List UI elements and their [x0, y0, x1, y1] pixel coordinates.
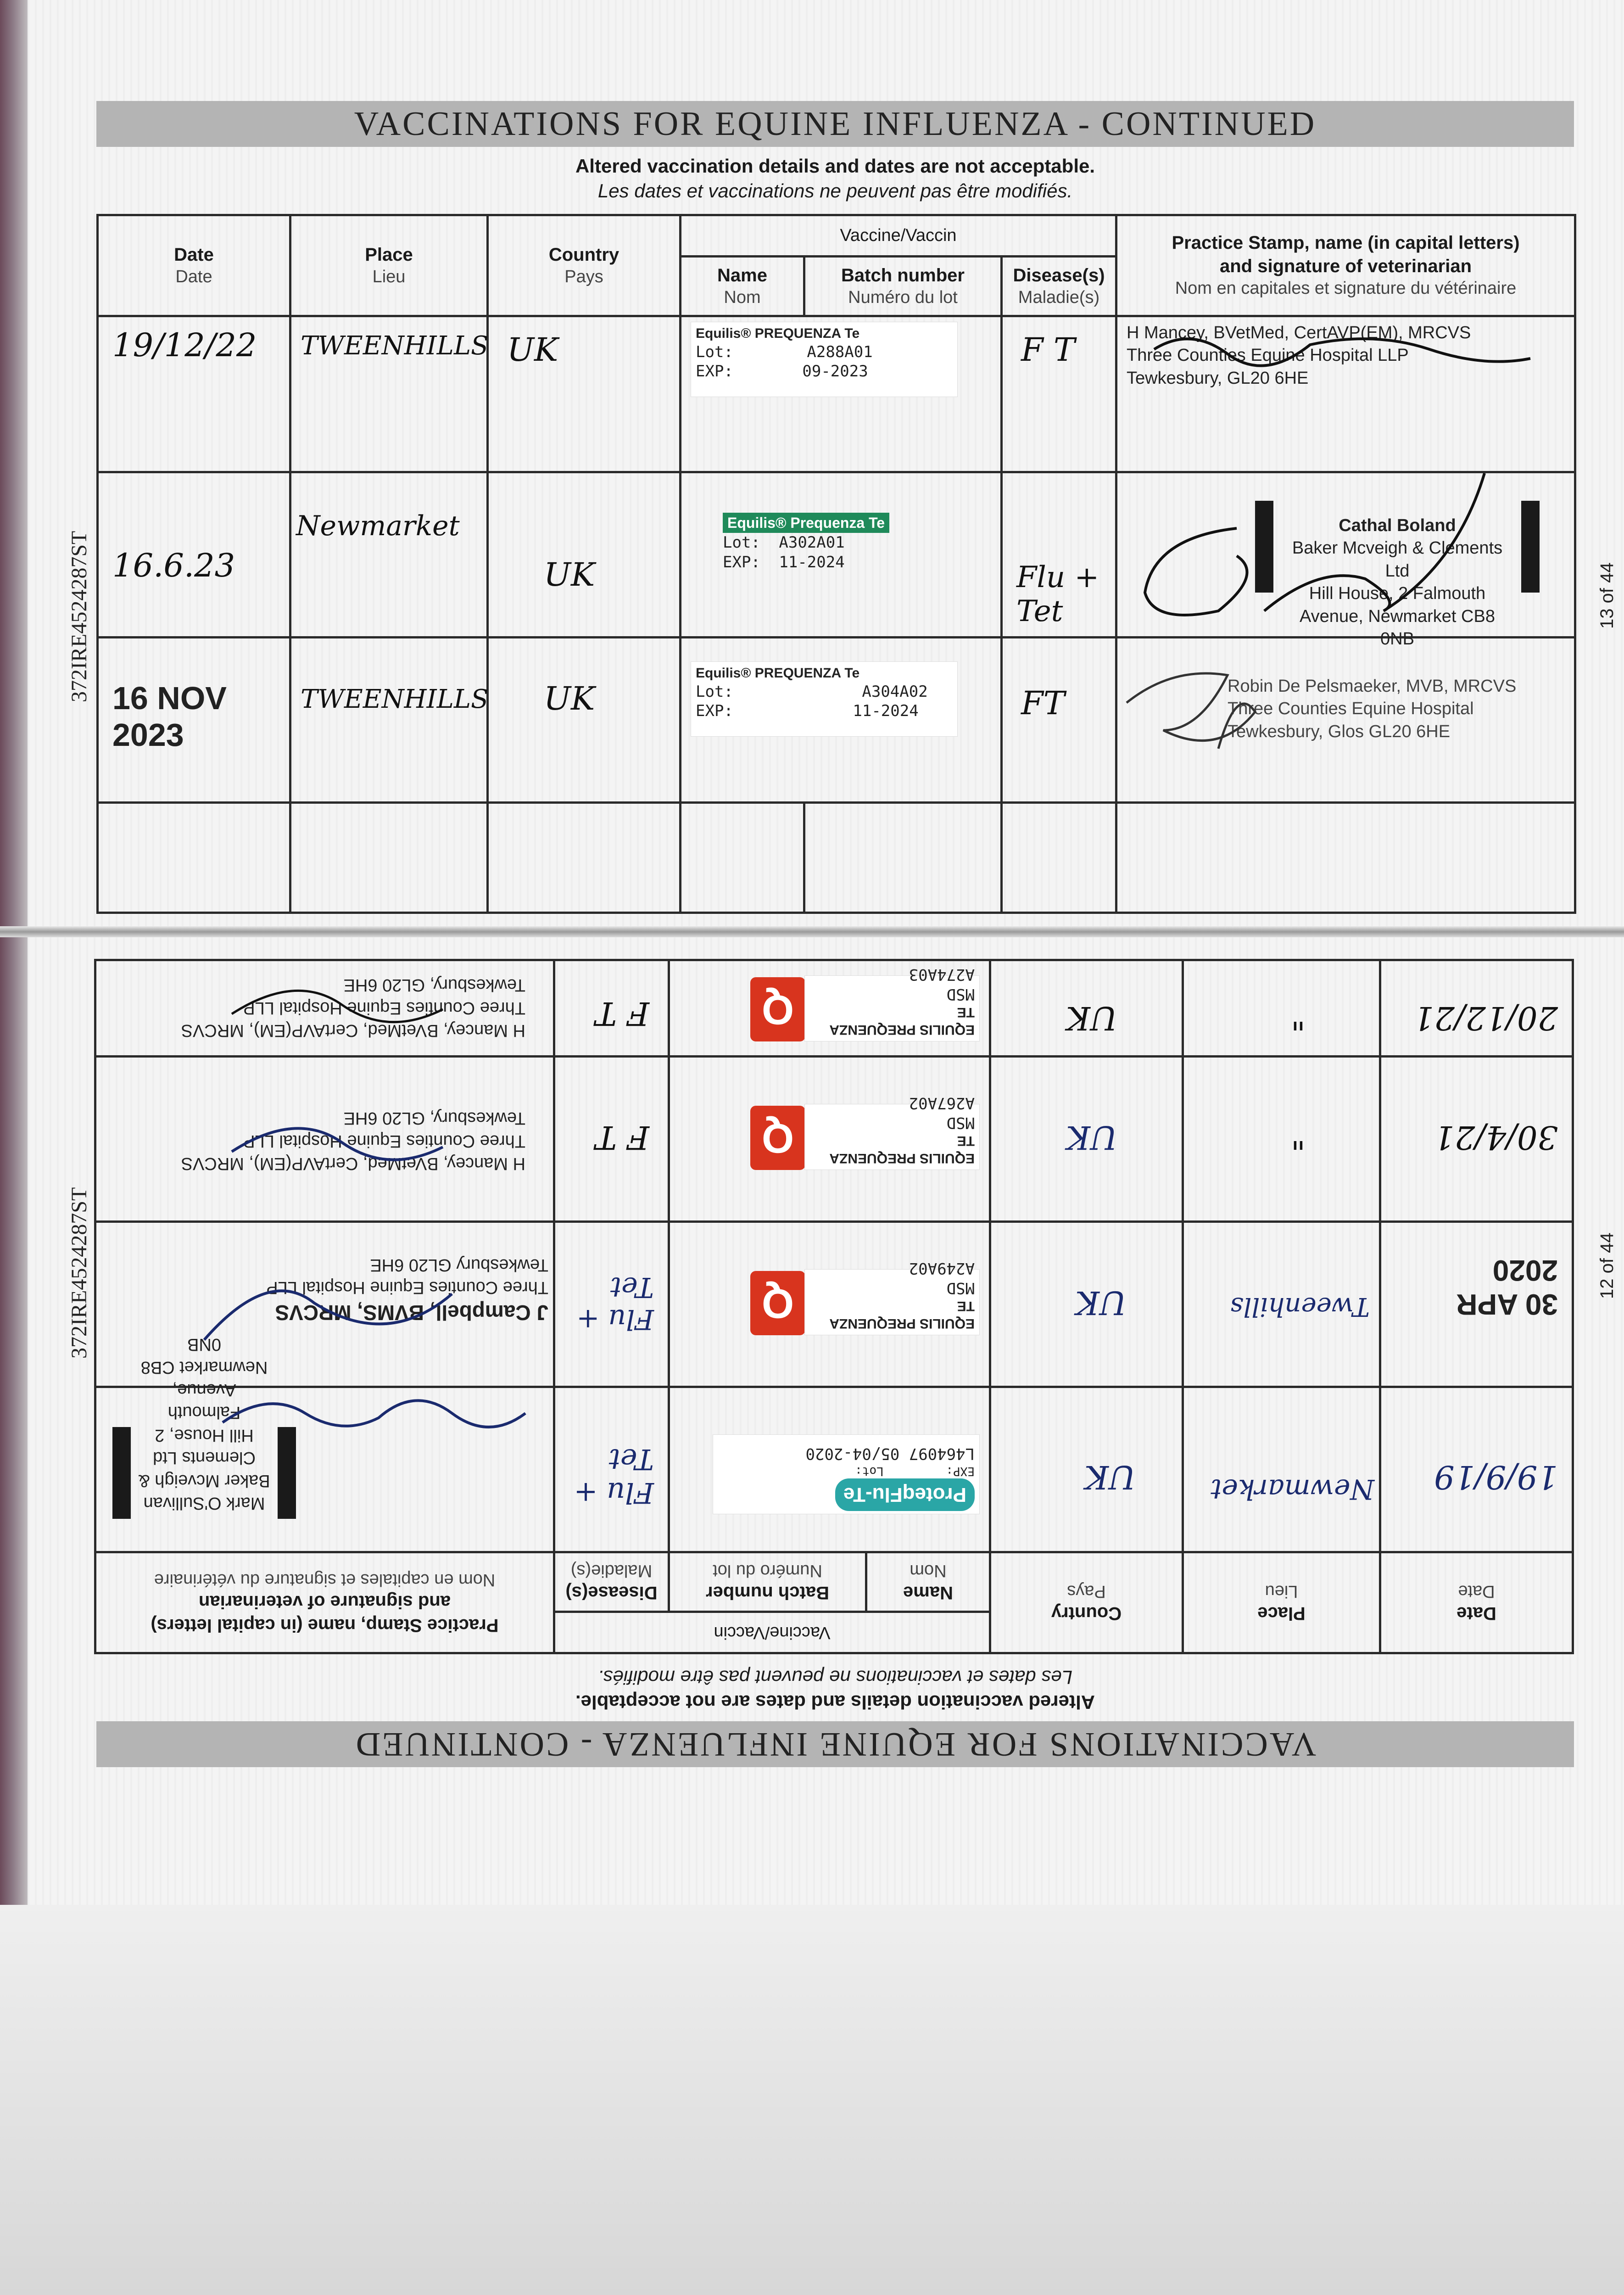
header-disease: Disease(s) Maladie(s)	[1002, 257, 1116, 316]
header-disease: Disease(s) Maladie(s)	[554, 1552, 669, 1612]
vaccine-sticker: EQUILIS PREQUENZA TE MSD A249A02	[804, 1269, 980, 1335]
msd-q-logo: Q	[750, 977, 805, 1041]
vet-stamp: Mark O'Sullivan Baker Mcveigh & Clements Ltd Hill House, 2 Falmouth Avenue, Newmarket CB8 0NB	[138, 1335, 270, 1513]
upper-id-number: 372IRE4524287ST	[67, 531, 91, 702]
header-date: Date Date	[98, 215, 290, 316]
vaccine-sticker-cell	[669, 1387, 990, 1552]
lower-page-number: 12 of 44	[1597, 1232, 1617, 1299]
vaccine-sticker-cell	[669, 960, 990, 1057]
place-cell: "	[1183, 960, 1380, 1057]
stamp-bar-right	[112, 1427, 131, 1519]
place-cell: Newmarket	[290, 472, 488, 638]
header-vaccine-group: Vaccine/Vaccin	[681, 215, 1116, 257]
place-cell: Tweenhills	[1183, 1222, 1380, 1387]
banner-title: VACCINATIONS FOR EQUINE INFLUENZA - CONTINUED	[354, 1725, 1317, 1763]
vaccine-sticker-cell	[681, 638, 1002, 803]
disease-cell: F T	[1002, 316, 1116, 472]
stamp-cell	[95, 1222, 554, 1387]
notice-french: Les dates et vaccinations ne peuvent pas être modifiés.	[597, 1667, 1073, 1688]
country-cell: UK	[990, 1387, 1183, 1552]
vaccine-sticker: Equilis® Prequenza Te Lot: A302A01 EXP: 11-2024	[718, 510, 948, 593]
section-banner	[96, 101, 1574, 147]
stamp-cell	[1116, 472, 1575, 649]
vaccine-sticker: Equilis® PREQUENZA Te Lot: A304A02 EXP: 11-2024	[691, 661, 958, 737]
place-cell: TWEENHILLS	[290, 316, 488, 472]
section-banner	[96, 1721, 1574, 1767]
stamp-cell	[95, 960, 554, 1057]
stamp-cell	[1116, 316, 1575, 472]
header-practice-stamp: Practice Stamp, name (in capital letters) and signature of veterinarian Nom en capitales et signature du vétérinaire	[95, 1552, 554, 1653]
header-country: Country Pays	[990, 1552, 1183, 1653]
place-cell: TWEENHILLS	[290, 638, 488, 803]
vaccine-sticker: EQUILIS PREQUENZA TE MSD A267A02	[804, 1104, 980, 1170]
date-cell: 20/12/21	[1380, 960, 1573, 1057]
country-cell: UK	[990, 1222, 1183, 1387]
vet-stamp: H Mancey, BVetMed, CertAVP(EM), MRCVS Three Counties Equine Hospital LLP Tewkesbury, GL20 6HE	[1127, 323, 1471, 388]
vaccine-sticker-cell	[681, 472, 1002, 638]
notice-english: Altered vaccination details and dates are not acceptable.	[575, 1691, 1095, 1713]
header-batch: Batch number Numéro du lot	[804, 257, 1002, 316]
table-row-empty	[98, 803, 1575, 913]
disease-cell: Flu + Tet	[554, 1222, 669, 1387]
vet-signature	[223, 977, 452, 1046]
header-place: Place Lieu	[290, 215, 488, 316]
stamp-cell	[1116, 638, 1575, 803]
vet-signature	[1127, 473, 1530, 638]
header-batch: Batch number Numéro du lot	[669, 1552, 866, 1612]
vet-signature	[186, 1230, 461, 1358]
vaccine-sticker-cell	[669, 1222, 990, 1387]
table-row	[95, 1057, 1573, 1222]
vet-signature	[1117, 638, 1347, 776]
vaccine-sticker-cell	[681, 316, 1002, 472]
lower-vaccination-section	[92, 946, 1579, 1772]
page-fold	[0, 926, 1624, 937]
upper-page-number: 13 of 44	[1597, 562, 1617, 629]
table-row	[95, 960, 1573, 1057]
header-date: Date Date	[1380, 1552, 1573, 1653]
country-cell: UK	[990, 1057, 1183, 1222]
header-vaccine-group: Vaccine/Vaccin	[554, 1612, 990, 1653]
vet-signature	[223, 1101, 452, 1193]
vaccine-sticker: Equilis® PREQUENZA Te Lot: A288A01 EXP: 09-2023	[691, 322, 958, 397]
lower-id-number: 372IRE4524287ST	[67, 1187, 91, 1359]
notice-english: Altered vaccination details and dates are not acceptable.	[575, 155, 1095, 177]
banner-title: VACCINATIONS FOR EQUINE INFLUENZA - CONTINUED	[354, 105, 1317, 143]
vet-signature	[1136, 317, 1540, 386]
msd-q-logo: Q	[750, 1271, 805, 1335]
vet-stamp: Robin De Pelsmaeker, MVB, MRCVS Three Counties Equine Hospital Tewkesbury, Glos GL20 6HE	[1228, 677, 1517, 741]
upper-vaccination-section	[92, 96, 1579, 923]
date-cell: 16.6.23	[98, 472, 290, 638]
vaccine-sticker: ProteqFlu-Te EXP: Lot: L464097 05/04-2020	[713, 1434, 980, 1514]
date-cell: 30/4/21	[1380, 1057, 1573, 1222]
date-cell: 16 NOV 2023	[98, 638, 290, 803]
vet-stamp: H Mancey, BVetMed, CertAVP(EM), MRCVS Three Counties Equine Hospital LLP Tewkesbury, GL20 6HE	[181, 975, 525, 1040]
vet-stamp: J Campbell, BVMS, MRCVS Three Counties Equine Hospital LLP Tewkesbury GL20 6HE	[266, 1255, 548, 1325]
vet-stamp: H Mancey, BVetMed, CertAVP(EM), MRCVS Three Counties Equine Hospital LLP Tewkesbury, GL20 6HE	[181, 1108, 525, 1173]
vaccine-sticker-cell	[669, 1057, 990, 1222]
stamp-bar-left	[278, 1427, 296, 1519]
table-row	[98, 638, 1575, 803]
date-cell: 30 APR 2020	[1380, 1222, 1573, 1387]
table-row	[98, 316, 1575, 472]
disease-cell: Flu + Tet	[554, 1387, 669, 1552]
header-name: Name Nom	[681, 257, 804, 316]
disease-cell: Flu + Tet	[1002, 472, 1116, 638]
vaccine-sticker: EQUILIS PREQUENZA TE MSD A274A03	[804, 975, 980, 1041]
vaccination-table	[94, 959, 1574, 1654]
header-practice-stamp: Practice Stamp, name (in capital letters) and signature of veterinarian Nom en capitales et signature du vétérinaire	[1116, 215, 1575, 316]
header-country: Country Pays	[488, 215, 681, 316]
country-cell: UK	[488, 472, 681, 638]
vet-stamp: Cathal Boland Baker Mcveigh & Clements Ltd Hill House, 2 Falmouth Avenue, Newmarket CB8 0NB	[1292, 516, 1503, 649]
header-place: Place Lieu	[1183, 1552, 1380, 1653]
table-row	[95, 1222, 1573, 1387]
notice-french: Les dates et vaccinations ne peuvent pas être modifiés.	[597, 180, 1073, 202]
stamp-cell	[95, 1335, 554, 1552]
vet-signature	[213, 1386, 535, 1441]
scanner-bed	[0, 1905, 1624, 2295]
country-cell: UK	[990, 960, 1183, 1057]
disease-cell: FT	[1002, 638, 1116, 803]
disease-cell: F T	[554, 960, 669, 1057]
disease-cell: F T	[554, 1057, 669, 1222]
date-cell: 19/9/19	[1380, 1387, 1573, 1552]
country-cell: UK	[488, 638, 681, 803]
table-row	[98, 472, 1575, 638]
place-cell: Newmarket	[1183, 1387, 1380, 1552]
table-row	[95, 1387, 1573, 1552]
place-cell: "	[1183, 1057, 1380, 1222]
header-name: Name Nom	[866, 1552, 990, 1612]
msd-q-logo: Q	[750, 1106, 805, 1170]
stamp-cell	[95, 1057, 554, 1222]
country-cell: UK	[488, 316, 681, 472]
vaccination-table	[96, 214, 1576, 914]
date-cell: 19/12/22	[98, 316, 290, 472]
